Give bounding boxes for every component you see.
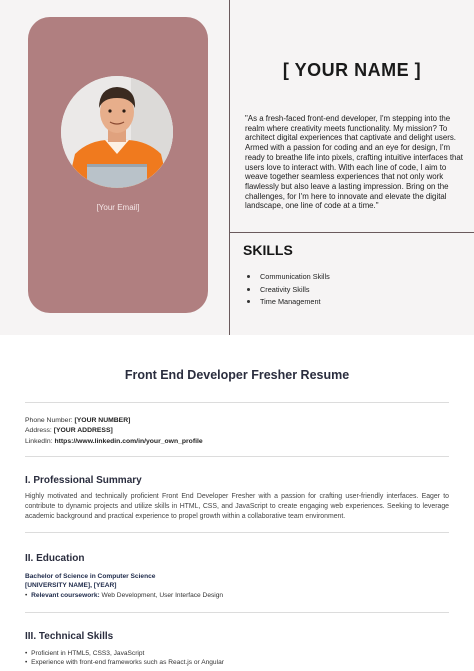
coursework-row xyxy=(25,591,223,600)
horizontal-divider xyxy=(229,232,474,233)
education-block xyxy=(25,572,223,600)
profile-photo-illustration xyxy=(61,76,173,188)
section-divider xyxy=(25,532,449,533)
linkedin-link[interactable]: https://www.linkedin.com/in/your_own_profile xyxy=(54,437,203,445)
technical-item: • Experience with front-end frameworks such as React.js or Angular xyxy=(25,659,224,667)
university: [UNIVERSITY NAME], [YEAR] xyxy=(25,582,117,590)
skill-label: Time Management xyxy=(260,297,321,307)
technical-item: • Proficient in HTML5, CSS3, JavaScript xyxy=(25,650,145,657)
skill-item xyxy=(247,270,330,283)
profile-hero xyxy=(0,0,474,335)
address-value: [YOUR ADDRESS] xyxy=(53,427,113,435)
bullet-icon xyxy=(247,275,250,278)
profile-photo xyxy=(61,76,173,188)
section-divider xyxy=(25,402,449,403)
bullet-icon: • xyxy=(25,591,28,599)
technical-list xyxy=(25,649,224,668)
bullet-icon: • xyxy=(25,659,28,667)
skill-item xyxy=(247,283,330,296)
summary-heading: I. Professional Summary xyxy=(25,475,142,486)
summary-text: Highly motivated and technically proficient Front End Developer Fresher with a passion for crafting user-friendly interfaces. Eager to contribute to dynamic projects and utilize skills in HTML, CSS, and JavaScript to create engaging web experiences. Seeking to leverage academic background and practical experience to propel growth within a collaborative team environment. xyxy=(25,493,449,521)
skills-heading: SKILLS xyxy=(243,242,293,258)
section-divider xyxy=(25,612,449,613)
coursework-label: Relevant coursework: xyxy=(31,591,100,599)
education-heading: II. Education xyxy=(25,553,85,564)
degree: Bachelor of Science in Computer Science xyxy=(25,573,156,580)
vertical-divider xyxy=(229,0,230,335)
linkedin-row xyxy=(25,437,203,447)
phone-value: [YOUR NUMBER] xyxy=(74,417,131,424)
skill-item xyxy=(247,296,330,309)
bullet-icon xyxy=(247,288,250,291)
phone-row xyxy=(25,416,203,426)
technical-heading: III. Technical Skills xyxy=(25,631,114,642)
candidate-name: [ YOUR NAME ] xyxy=(282,60,422,80)
contact-email[interactable]: [Your Email] xyxy=(96,203,140,212)
contact-block xyxy=(25,416,203,447)
linkedin-label: LinkedIn: xyxy=(25,437,53,445)
resume-title: Front End Developer Fresher Resume xyxy=(124,368,350,382)
address-row xyxy=(25,426,203,436)
profile-bio: "As a fresh-faced front-end developer, I'm stepping into the realm where creativity meets functionality. My mission? To architect digital experiences that captivate and delight users. Armed with a passion for coding and an eye for design, I'm ready to breathe life into pixels, crafting intuitive interfaces that users love to interact with. With each line of code, I aim to weave together seamless experiences that not only work flawlessly but also leave a lasting impression. Bring on the challenges, for I'm here to innovate and elevate the digital landscape, one line of code at a time." xyxy=(245,114,463,211)
skill-label: Creativity Skills xyxy=(260,284,310,294)
phone-label: Phone Number: xyxy=(25,417,73,424)
address-label: Address: xyxy=(25,427,52,435)
bullet-icon xyxy=(247,300,250,303)
skill-label: Communication Skills xyxy=(260,271,330,281)
bullet-icon: • xyxy=(25,650,28,657)
section-divider xyxy=(25,456,449,457)
coursework-value: Web Development, User Interface Design xyxy=(101,591,224,599)
skills-list xyxy=(247,270,330,308)
